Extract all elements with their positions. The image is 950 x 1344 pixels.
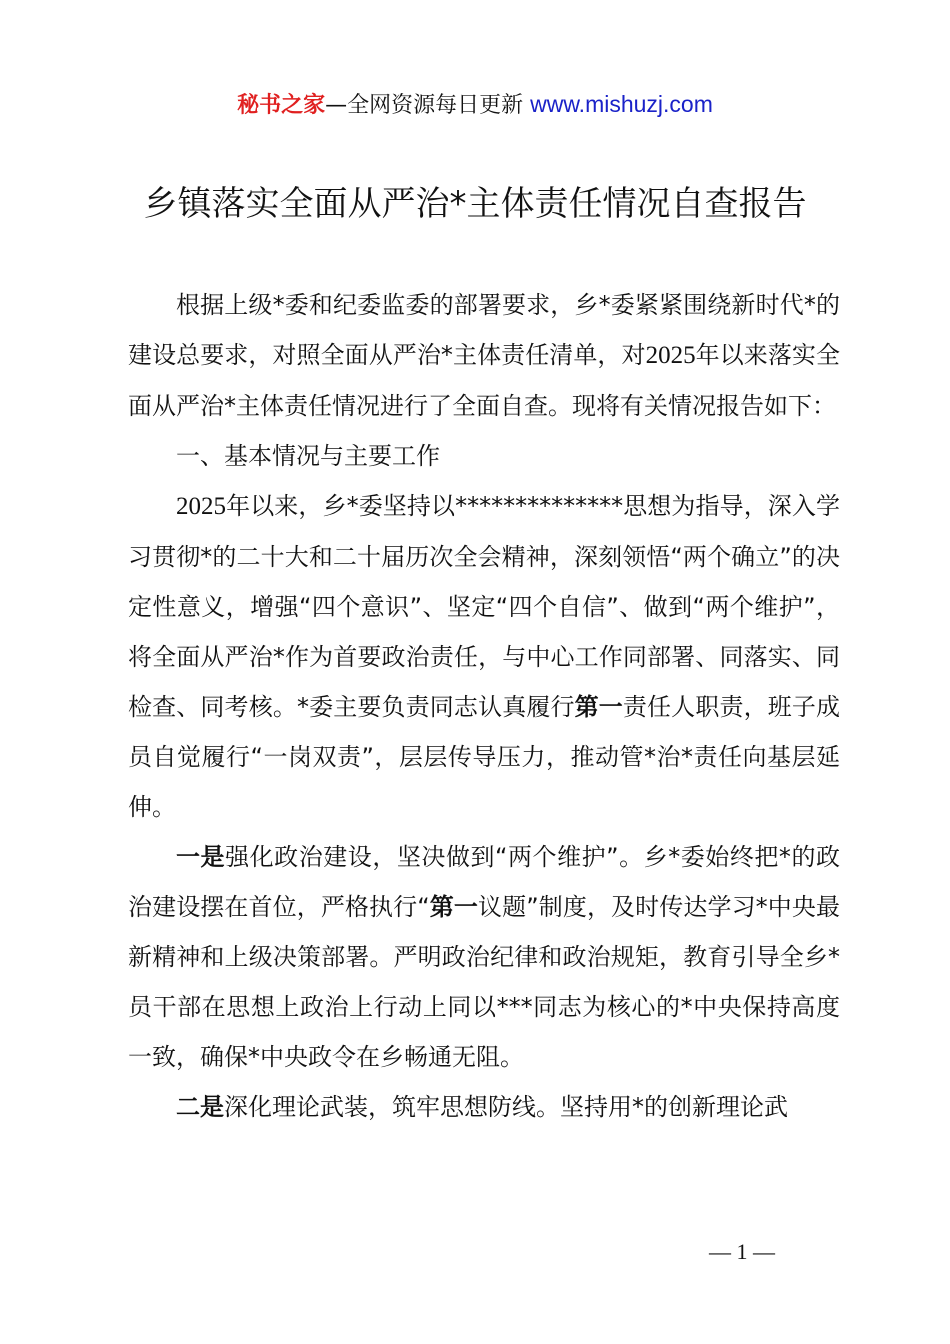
- intro-year: 2025: [645, 342, 696, 369]
- paragraph-point-1: [128, 832, 840, 1082]
- overview-text-a: 年以来，乡*委坚持以**************思想为指导，深入学习贯彻*的二十大和二十届历次全会精神，深刻领悟“两个确立”的决定性意义，增强“四个意识”、坚定“四个自信”、做到“两个维护”，将全面从严治*作为首要政治责任，与中心工作同部署、同落实、同检查、同考核。*委主要负责同志认真履行: [128, 492, 840, 721]
- overview-text-b: 责任人职责，班子成员自觉履行“一岗双责”，层层传导压力，推动管*治*责任向基层延伸。: [128, 693, 841, 821]
- intro-text-a: 根据上级*委和纪委监委的部署要求，乡*委紧紧围绕新时代*的建设总要求，对照全面从严治*主体责任清单，对: [128, 291, 840, 369]
- site-header: [0, 88, 950, 122]
- overview-year: 2025: [176, 493, 226, 520]
- point-1-text-b: 议题”制度，及时传达学习*中央最新精神和上级决策部署。严明政治纪律和政治规矩，教育引导全乡*员干部在思想上政治上行动上同以***同志为核心的*中央保持高度一致，确保*中央政令在乡畅通无阻。: [128, 893, 840, 1071]
- site-slogan: —全网资源每日更新: [325, 93, 524, 118]
- point-1-lead: 一是: [176, 843, 226, 871]
- site-name: 秘书之家: [237, 93, 326, 118]
- document-body: [128, 280, 840, 1132]
- point-1-text-a: 强化政治建设，坚决做到“两个维护”。乡*委始终把*的政治建设摆在首位，严格执行“: [128, 843, 841, 921]
- section-heading-1: 一、基本情况与主要工作: [176, 442, 440, 470]
- intro-text-b: 年以来落实全面从严治*主体责任情况进行了全面自查。现将有关情况报告如下：: [128, 341, 841, 420]
- point-1-bold-text: 第一: [429, 893, 478, 921]
- overview-bold-text: 第一: [574, 693, 623, 721]
- site-url-link[interactable]: www.mishuzj.com: [530, 91, 713, 117]
- paragraph-intro: [128, 280, 840, 431]
- point-2-text-a: 深化理论武装，筑牢思想防线。坚持用*的创新理论武: [224, 1093, 788, 1121]
- document-title: 乡镇落实全面从严治*主体责任情况自查报告: [143, 184, 807, 224]
- paragraph-overview: [128, 481, 840, 832]
- page-number: — 1 —: [709, 1239, 775, 1264]
- paragraph-point-2: [128, 1082, 840, 1132]
- point-2-lead: 二是: [176, 1093, 224, 1121]
